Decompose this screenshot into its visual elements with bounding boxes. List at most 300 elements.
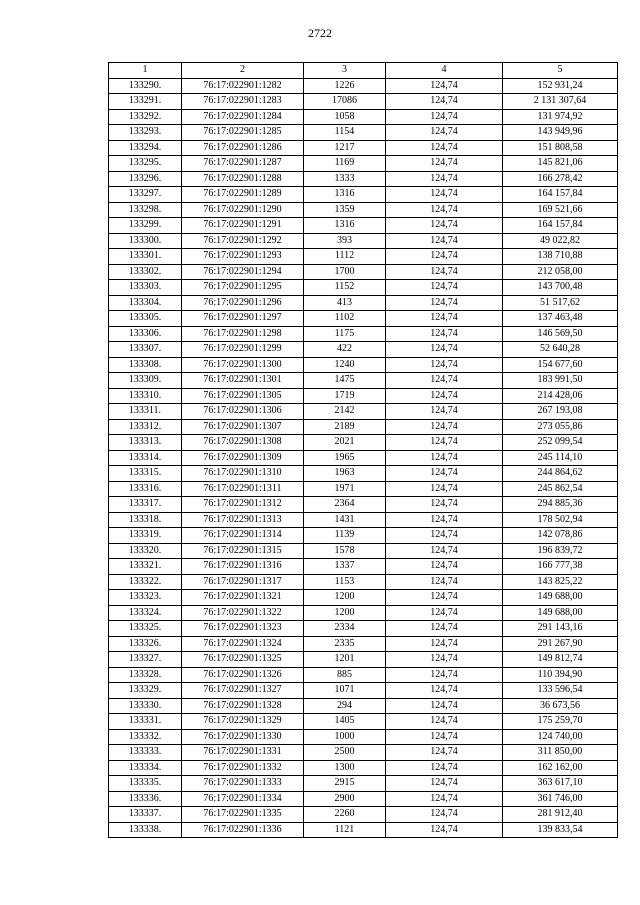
table-row <box>109 357 618 373</box>
rate-cell: 124,74 <box>386 667 503 683</box>
area-cell: 2189 <box>304 419 386 435</box>
column-header: 3 <box>304 63 386 79</box>
cadastral-number-cell: 76:17:022901:1312 <box>182 497 304 513</box>
value-cell: 267 193,08 <box>503 404 618 420</box>
table-row <box>109 404 618 420</box>
table-row <box>109 435 618 451</box>
area-cell: 1169 <box>304 156 386 172</box>
table-row <box>109 652 618 668</box>
rate-cell: 124,74 <box>386 466 503 482</box>
column-header: 1 <box>109 63 182 79</box>
table-row <box>109 280 618 296</box>
value-cell: 138 710,88 <box>503 249 618 265</box>
cadastral-number-cell: 76:17:022901:1289 <box>182 187 304 203</box>
table-row <box>109 683 618 699</box>
table-row <box>109 714 618 730</box>
rate-cell: 124,74 <box>386 156 503 172</box>
table-row <box>109 745 618 761</box>
row-number-cell: 133315. <box>109 466 182 482</box>
cadastral-number-cell: 76:17:022901:1308 <box>182 435 304 451</box>
rate-cell: 124,74 <box>386 481 503 497</box>
table-row <box>109 233 618 249</box>
value-cell: 166 278,42 <box>503 171 618 187</box>
cadastral-number-cell: 76:17:022901:1294 <box>182 264 304 280</box>
table-row <box>109 636 618 652</box>
rate-cell: 124,74 <box>386 652 503 668</box>
rate-cell: 124,74 <box>386 574 503 590</box>
row-number-cell: 133327. <box>109 652 182 668</box>
row-number-cell: 133324. <box>109 605 182 621</box>
cadastral-number-cell: 76:17:022901:1323 <box>182 621 304 637</box>
rate-cell: 124,74 <box>386 404 503 420</box>
area-cell: 1316 <box>304 187 386 203</box>
area-cell: 1175 <box>304 326 386 342</box>
value-cell: 311 850,00 <box>503 745 618 761</box>
row-number-cell: 133337. <box>109 807 182 823</box>
cadastral-number-cell: 76:17:022901:1299 <box>182 342 304 358</box>
row-number-cell: 133300. <box>109 233 182 249</box>
cadastral-number-cell: 76:17:022901:1293 <box>182 249 304 265</box>
rate-cell: 124,74 <box>386 187 503 203</box>
value-cell: 143 700,48 <box>503 280 618 296</box>
area-cell: 1217 <box>304 140 386 156</box>
page-number: 2722 <box>308 26 332 40</box>
row-number-cell: 133326. <box>109 636 182 652</box>
row-number-cell: 133325. <box>109 621 182 637</box>
row-number-cell: 133299. <box>109 218 182 234</box>
table-row <box>109 94 618 110</box>
area-cell: 1333 <box>304 171 386 187</box>
table-row <box>109 776 618 792</box>
rate-cell: 124,74 <box>386 326 503 342</box>
area-cell: 2364 <box>304 497 386 513</box>
area-cell: 422 <box>304 342 386 358</box>
rate-cell: 124,74 <box>386 791 503 807</box>
value-cell: 273 055,86 <box>503 419 618 435</box>
table-row <box>109 140 618 156</box>
value-cell: 146 569,50 <box>503 326 618 342</box>
cadastral-number-cell: 76:17:022901:1282 <box>182 78 304 94</box>
row-number-cell: 133334. <box>109 760 182 776</box>
cadastral-number-cell: 76:17:022901:1296 <box>182 295 304 311</box>
area-cell: 1316 <box>304 218 386 234</box>
rate-cell: 124,74 <box>386 605 503 621</box>
table-row <box>109 497 618 513</box>
rate-cell: 124,74 <box>386 202 503 218</box>
area-cell: 1337 <box>304 559 386 575</box>
value-cell: 149 688,00 <box>503 605 618 621</box>
value-cell: 133 596,54 <box>503 683 618 699</box>
cadastral-number-cell: 76:17:022901:1295 <box>182 280 304 296</box>
table-row <box>109 78 618 94</box>
row-number-cell: 133292. <box>109 109 182 125</box>
cadastral-number-cell: 76:17:022901:1309 <box>182 450 304 466</box>
value-cell: 166 777,38 <box>503 559 618 575</box>
area-cell: 1240 <box>304 357 386 373</box>
row-number-cell: 133302. <box>109 264 182 280</box>
rate-cell: 124,74 <box>386 295 503 311</box>
value-cell: 143 949,96 <box>503 125 618 141</box>
value-cell: 361 746,00 <box>503 791 618 807</box>
column-header: 5 <box>503 63 618 79</box>
value-cell: 175 259,70 <box>503 714 618 730</box>
table-row <box>109 559 618 575</box>
value-cell: 152 931,24 <box>503 78 618 94</box>
table-row <box>109 621 618 637</box>
table-row <box>109 729 618 745</box>
cadastral-number-cell: 76:17:022901:1317 <box>182 574 304 590</box>
value-cell: 51 517,62 <box>503 295 618 311</box>
cadastral-number-cell: 76:17:022901:1314 <box>182 528 304 544</box>
cadastral-number-cell: 76:17:022901:1301 <box>182 373 304 389</box>
area-cell: 1965 <box>304 450 386 466</box>
value-cell: 245 862,54 <box>503 481 618 497</box>
table-row <box>109 807 618 823</box>
area-cell: 1139 <box>304 528 386 544</box>
rate-cell: 124,74 <box>386 760 503 776</box>
row-number-cell: 133293. <box>109 125 182 141</box>
area-cell: 2500 <box>304 745 386 761</box>
column-header: 2 <box>182 63 304 79</box>
row-number-cell: 133296. <box>109 171 182 187</box>
row-number-cell: 133336. <box>109 791 182 807</box>
value-cell: 245 114,10 <box>503 450 618 466</box>
value-cell: 183 991,50 <box>503 373 618 389</box>
table-row <box>109 342 618 358</box>
rate-cell: 124,74 <box>386 94 503 110</box>
rate-cell: 124,74 <box>386 683 503 699</box>
table-row <box>109 528 618 544</box>
cadastral-number-cell: 76:17:022901:1307 <box>182 419 304 435</box>
rate-cell: 124,74 <box>386 714 503 730</box>
area-cell: 1475 <box>304 373 386 389</box>
value-cell: 291 267,90 <box>503 636 618 652</box>
table-row <box>109 171 618 187</box>
rate-cell: 124,74 <box>386 280 503 296</box>
table-row <box>109 326 618 342</box>
area-cell: 1152 <box>304 280 386 296</box>
row-number-cell: 133301. <box>109 249 182 265</box>
row-number-cell: 133311. <box>109 404 182 420</box>
row-number-cell: 133323. <box>109 590 182 606</box>
row-number-cell: 133317. <box>109 497 182 513</box>
rate-cell: 124,74 <box>386 745 503 761</box>
cadastral-number-cell: 76:17:022901:1325 <box>182 652 304 668</box>
rate-cell: 124,74 <box>386 140 503 156</box>
area-cell: 1201 <box>304 652 386 668</box>
area-cell: 1153 <box>304 574 386 590</box>
area-cell: 1300 <box>304 760 386 776</box>
row-number-cell: 133335. <box>109 776 182 792</box>
cadastral-number-cell: 76:17:022901:1284 <box>182 109 304 125</box>
cadastral-number-cell: 76:17:022901:1335 <box>182 807 304 823</box>
value-cell: 139 833,54 <box>503 822 618 838</box>
rate-cell: 124,74 <box>386 249 503 265</box>
rate-cell: 124,74 <box>386 822 503 838</box>
area-cell: 2334 <box>304 621 386 637</box>
row-number-cell: 133306. <box>109 326 182 342</box>
value-cell: 363 617,10 <box>503 776 618 792</box>
cadastral-number-cell: 76:17:022901:1326 <box>182 667 304 683</box>
value-cell: 178 502,94 <box>503 512 618 528</box>
area-cell: 413 <box>304 295 386 311</box>
table-row <box>109 218 618 234</box>
area-cell: 1963 <box>304 466 386 482</box>
cadastral-number-cell: 76:17:022901:1291 <box>182 218 304 234</box>
row-number-cell: 133321. <box>109 559 182 575</box>
area-cell: 1200 <box>304 605 386 621</box>
cadastral-number-cell: 76:17:022901:1327 <box>182 683 304 699</box>
cadastral-number-cell: 76:17:022901:1328 <box>182 698 304 714</box>
area-cell: 1405 <box>304 714 386 730</box>
rate-cell: 124,74 <box>386 497 503 513</box>
table-row <box>109 466 618 482</box>
value-cell: 142 078,86 <box>503 528 618 544</box>
row-number-cell: 133305. <box>109 311 182 327</box>
area-cell: 2021 <box>304 435 386 451</box>
cadastral-number-cell: 76:17:022901:1329 <box>182 714 304 730</box>
area-cell: 885 <box>304 667 386 683</box>
row-number-cell: 133314. <box>109 450 182 466</box>
value-cell: 294 885,36 <box>503 497 618 513</box>
rate-cell: 124,74 <box>386 621 503 637</box>
row-number-cell: 133297. <box>109 187 182 203</box>
rate-cell: 124,74 <box>386 729 503 745</box>
cadastral-number-cell: 76:17:022901:1306 <box>182 404 304 420</box>
value-cell: 212 058,00 <box>503 264 618 280</box>
cadastral-number-cell: 76:17:022901:1324 <box>182 636 304 652</box>
table-row <box>109 698 618 714</box>
rate-cell: 124,74 <box>386 807 503 823</box>
rate-cell: 124,74 <box>386 698 503 714</box>
rate-cell: 124,74 <box>386 559 503 575</box>
cadastral-number-cell: 76:17:022901:1311 <box>182 481 304 497</box>
cadastral-number-cell: 76:17:022901:1283 <box>182 94 304 110</box>
rate-cell: 124,74 <box>386 636 503 652</box>
table-row <box>109 667 618 683</box>
area-cell: 1102 <box>304 311 386 327</box>
rate-cell: 124,74 <box>386 357 503 373</box>
rate-cell: 124,74 <box>386 109 503 125</box>
table-row <box>109 109 618 125</box>
cadastral-number-cell: 76:17:022901:1316 <box>182 559 304 575</box>
rate-cell: 124,74 <box>386 419 503 435</box>
row-number-cell: 133320. <box>109 543 182 559</box>
cadastral-number-cell: 76:17:022901:1332 <box>182 760 304 776</box>
value-cell: 214 428,06 <box>503 388 618 404</box>
cadastral-number-cell: 76:17:022901:1300 <box>182 357 304 373</box>
row-number-cell: 133295. <box>109 156 182 172</box>
row-number-cell: 133304. <box>109 295 182 311</box>
area-cell: 2142 <box>304 404 386 420</box>
row-number-cell: 133307. <box>109 342 182 358</box>
cadastral-number-cell: 76:17:022901:1292 <box>182 233 304 249</box>
value-cell: 124 740,00 <box>503 729 618 745</box>
row-number-cell: 133291. <box>109 94 182 110</box>
value-cell: 149 688,00 <box>503 590 618 606</box>
rate-cell: 124,74 <box>386 233 503 249</box>
cadastral-number-cell: 76:17:022901:1287 <box>182 156 304 172</box>
table-row <box>109 419 618 435</box>
table-row <box>109 264 618 280</box>
row-number-cell: 133303. <box>109 280 182 296</box>
cadastral-number-cell: 76:17:022901:1305 <box>182 388 304 404</box>
row-number-cell: 133330. <box>109 698 182 714</box>
cadastral-number-cell: 76:17:022901:1297 <box>182 311 304 327</box>
value-cell: 196 839,72 <box>503 543 618 559</box>
area-cell: 1058 <box>304 109 386 125</box>
value-cell: 154 677,60 <box>503 357 618 373</box>
area-cell: 294 <box>304 698 386 714</box>
cadastral-number-cell: 76:17:022901:1310 <box>182 466 304 482</box>
value-cell: 110 394,90 <box>503 667 618 683</box>
value-cell: 145 821,06 <box>503 156 618 172</box>
value-cell: 252 099,54 <box>503 435 618 451</box>
cadastral-number-cell: 76:17:022901:1336 <box>182 822 304 838</box>
row-number-cell: 133309. <box>109 373 182 389</box>
table-row <box>109 388 618 404</box>
area-cell: 1700 <box>304 264 386 280</box>
row-number-cell: 133294. <box>109 140 182 156</box>
cadastral-number-cell: 76:17:022901:1334 <box>182 791 304 807</box>
area-cell: 1112 <box>304 249 386 265</box>
row-number-cell: 133316. <box>109 481 182 497</box>
value-cell: 281 912,40 <box>503 807 618 823</box>
row-number-cell: 133332. <box>109 729 182 745</box>
area-cell: 1719 <box>304 388 386 404</box>
rate-cell: 124,74 <box>386 512 503 528</box>
row-number-cell: 133328. <box>109 667 182 683</box>
rate-cell: 124,74 <box>386 125 503 141</box>
cadastral-number-cell: 76:17:022901:1290 <box>182 202 304 218</box>
rate-cell: 124,74 <box>386 435 503 451</box>
rate-cell: 124,74 <box>386 590 503 606</box>
rate-cell: 124,74 <box>386 171 503 187</box>
cadastral-number-cell: 76:17:022901:1333 <box>182 776 304 792</box>
value-cell: 143 825,22 <box>503 574 618 590</box>
rate-cell: 124,74 <box>386 311 503 327</box>
table-row <box>109 187 618 203</box>
table-row <box>109 590 618 606</box>
cadastral-number-cell: 76:17:022901:1285 <box>182 125 304 141</box>
cadastral-number-cell: 76:17:022901:1322 <box>182 605 304 621</box>
cadastral-number-cell: 76:17:022901:1315 <box>182 543 304 559</box>
area-cell: 2900 <box>304 791 386 807</box>
rate-cell: 124,74 <box>386 776 503 792</box>
row-number-cell: 133333. <box>109 745 182 761</box>
row-number-cell: 133312. <box>109 419 182 435</box>
value-cell: 52 640,28 <box>503 342 618 358</box>
table-row <box>109 450 618 466</box>
value-cell: 49 022,82 <box>503 233 618 249</box>
row-number-cell: 133329. <box>109 683 182 699</box>
value-cell: 244 864,62 <box>503 466 618 482</box>
row-number-cell: 133331. <box>109 714 182 730</box>
value-cell: 162 162,00 <box>503 760 618 776</box>
row-number-cell: 133319. <box>109 528 182 544</box>
cadastral-number-cell: 76:17:022901:1331 <box>182 745 304 761</box>
row-number-cell: 133318. <box>109 512 182 528</box>
area-cell: 1578 <box>304 543 386 559</box>
area-cell: 1154 <box>304 125 386 141</box>
rate-cell: 124,74 <box>386 373 503 389</box>
row-number-cell: 133313. <box>109 435 182 451</box>
table-header-row <box>109 63 618 79</box>
row-number-cell: 133310. <box>109 388 182 404</box>
rate-cell: 124,74 <box>386 78 503 94</box>
value-cell: 164 157,84 <box>503 218 618 234</box>
area-cell: 1359 <box>304 202 386 218</box>
row-number-cell: 133338. <box>109 822 182 838</box>
value-cell: 291 143,16 <box>503 621 618 637</box>
table-row <box>109 311 618 327</box>
table-row <box>109 481 618 497</box>
area-cell: 1000 <box>304 729 386 745</box>
area-cell: 1431 <box>304 512 386 528</box>
table-row <box>109 202 618 218</box>
table-row <box>109 822 618 838</box>
rate-cell: 124,74 <box>386 218 503 234</box>
cadastral-number-cell: 76:17:022901:1321 <box>182 590 304 606</box>
cadastral-number-cell: 76:17:022901:1286 <box>182 140 304 156</box>
value-cell: 151 808,58 <box>503 140 618 156</box>
row-number-cell: 133308. <box>109 357 182 373</box>
value-cell: 137 463,48 <box>503 311 618 327</box>
row-number-cell: 133298. <box>109 202 182 218</box>
table-row <box>109 249 618 265</box>
table-body <box>109 78 618 838</box>
row-number-cell: 133290. <box>109 78 182 94</box>
rate-cell: 124,74 <box>386 342 503 358</box>
area-cell: 393 <box>304 233 386 249</box>
rate-cell: 124,74 <box>386 543 503 559</box>
table-row <box>109 156 618 172</box>
value-cell: 36 673,56 <box>503 698 618 714</box>
cadastral-number-cell: 76:17:022901:1298 <box>182 326 304 342</box>
table-row <box>109 125 618 141</box>
value-cell: 131 974,92 <box>503 109 618 125</box>
table-row <box>109 574 618 590</box>
area-cell: 2335 <box>304 636 386 652</box>
table-row <box>109 373 618 389</box>
area-cell: 1226 <box>304 78 386 94</box>
area-cell: 1071 <box>304 683 386 699</box>
table-row <box>109 543 618 559</box>
value-cell: 164 157,84 <box>503 187 618 203</box>
value-cell: 2 131 307,64 <box>503 94 618 110</box>
area-cell: 2260 <box>304 807 386 823</box>
row-number-cell: 133322. <box>109 574 182 590</box>
rate-cell: 124,74 <box>386 388 503 404</box>
parcel-table <box>108 62 618 838</box>
table-row <box>109 760 618 776</box>
table-row <box>109 512 618 528</box>
cadastral-number-cell: 76:17:022901:1330 <box>182 729 304 745</box>
rate-cell: 124,74 <box>386 528 503 544</box>
table-row <box>109 605 618 621</box>
rate-cell: 124,74 <box>386 450 503 466</box>
column-header: 4 <box>386 63 503 79</box>
table-row <box>109 295 618 311</box>
cadastral-number-cell: 76:17:022901:1313 <box>182 512 304 528</box>
cadastral-number-cell: 76:17:022901:1288 <box>182 171 304 187</box>
value-cell: 149 812,74 <box>503 652 618 668</box>
rate-cell: 124,74 <box>386 264 503 280</box>
table-row <box>109 791 618 807</box>
area-cell: 2915 <box>304 776 386 792</box>
area-cell: 1121 <box>304 822 386 838</box>
area-cell: 17086 <box>304 94 386 110</box>
